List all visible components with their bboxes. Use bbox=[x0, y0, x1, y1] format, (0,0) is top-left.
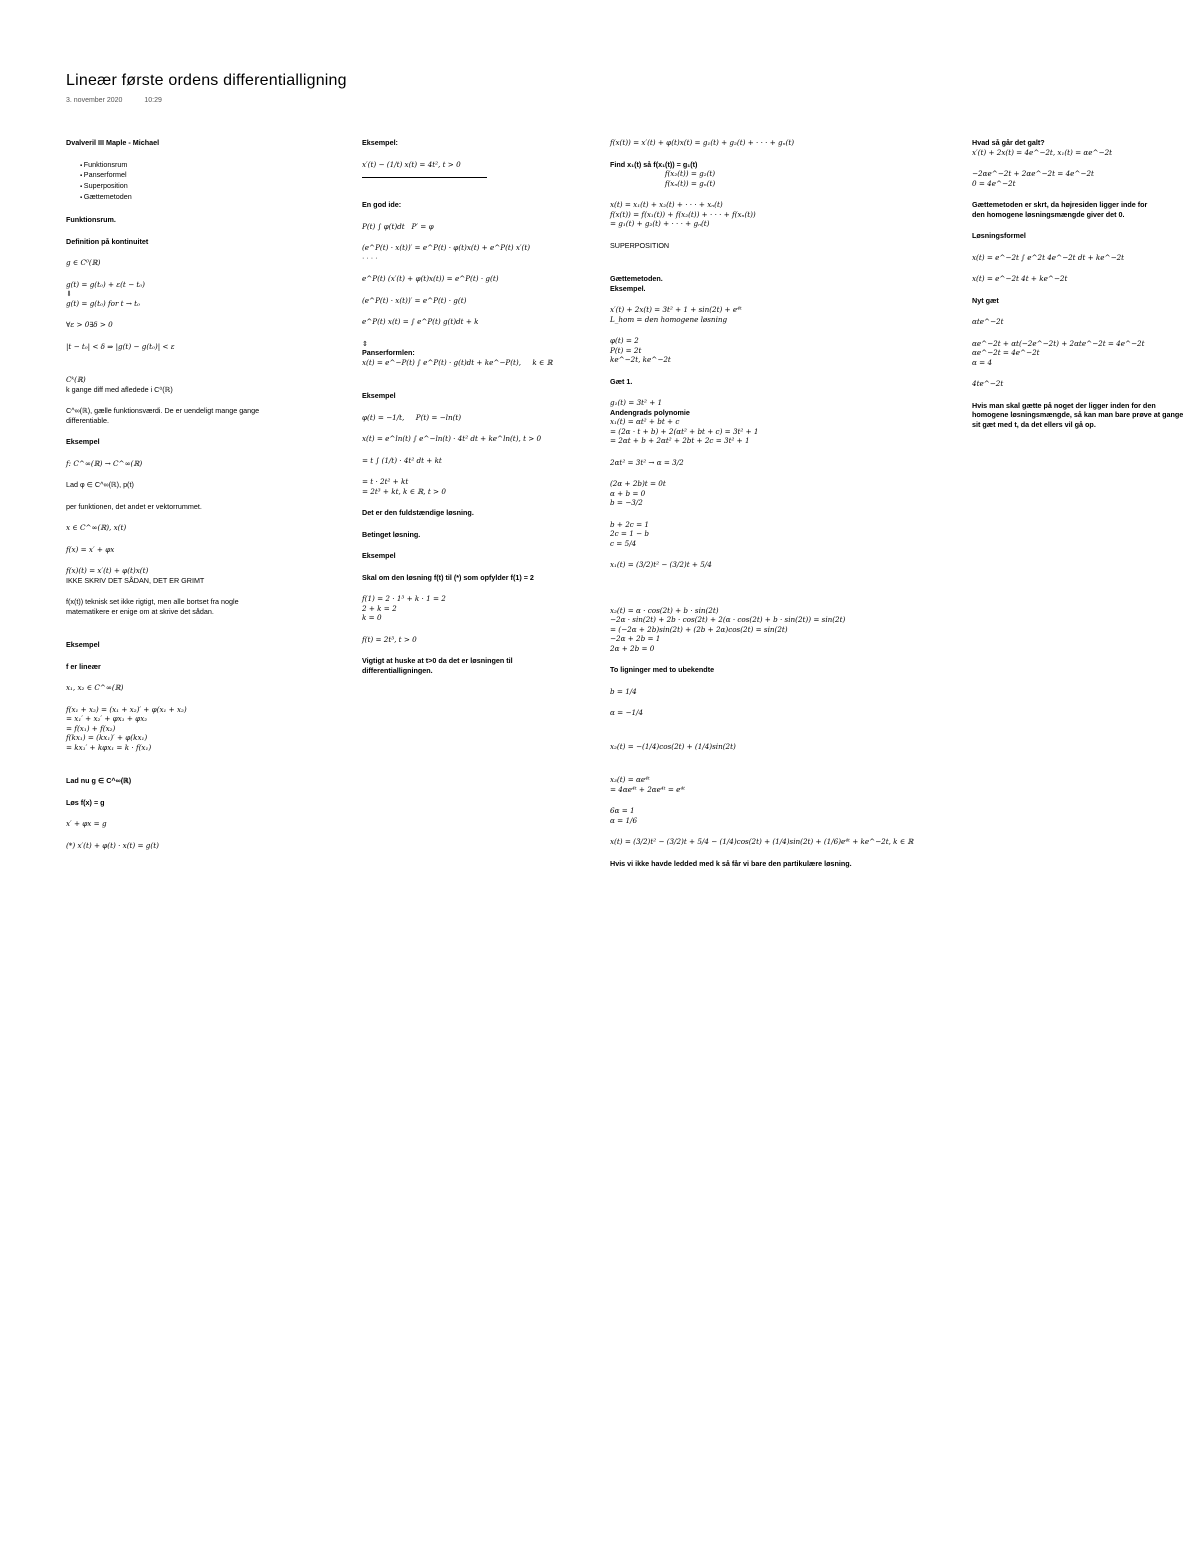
spacer bbox=[66, 764, 336, 776]
math-line: = (2α · t + b) + 2(αt² + bt + c) = 3t² + 1 bbox=[610, 426, 759, 436]
spacer bbox=[610, 675, 950, 687]
math-line: x₁, x₂ ∈ C^∞(ℝ) bbox=[66, 683, 124, 693]
spacer bbox=[66, 447, 336, 459]
math-line: ke^−2t, ke^−2t bbox=[610, 355, 671, 364]
spacer bbox=[66, 268, 336, 280]
math-line: |t − t₀| < δ ⇒ |g(t) − g(t₀)| < ε bbox=[66, 341, 175, 351]
spacer bbox=[610, 794, 950, 806]
spacer bbox=[972, 262, 1197, 274]
math-line: P(t) = 2t bbox=[610, 345, 642, 355]
spacer bbox=[972, 241, 1197, 253]
note-line: To ligninger med to ubekendte bbox=[610, 665, 715, 674]
spacer bbox=[66, 308, 336, 320]
spacer bbox=[610, 825, 950, 837]
math-line: f(1) = 2 · 1³ + k · 1 = 2 bbox=[362, 594, 446, 603]
math-line: = t ∫ (1/t) · 4t² dt + kt bbox=[362, 455, 442, 465]
math-line: f(x₁ + x₂) = (x₁ + x₂)′ + φ(x₁ + x₂) bbox=[66, 704, 187, 714]
math-line: f: C^∞(ℝ) → C^∞(ℝ) bbox=[66, 458, 143, 468]
math-line: P(t) ∫ φ(t)dt P′ = φ bbox=[362, 221, 434, 231]
math-line: = kx₁′ + kφx₁ = k · f(x₁) bbox=[66, 742, 152, 752]
column-3 bbox=[610, 138, 950, 868]
note-line: Betinget løsning. bbox=[362, 529, 421, 539]
note-line: IKKE SKRIV DET SÅDAN, DET ER GRIMT bbox=[66, 575, 205, 585]
math-line: x₃(t) = αe⁴ᵗ bbox=[610, 775, 650, 784]
math-line: Cᵏ(ℝ) bbox=[66, 375, 86, 385]
spacer bbox=[972, 305, 1197, 317]
spacer bbox=[362, 496, 597, 508]
math-line: 2α + 2b = 0 bbox=[610, 643, 655, 653]
math-line: x₂(t) = −(1/4)cos(2t) + (1/4)sin(2t) bbox=[610, 741, 736, 751]
math-line: 0 = 4e^−2t bbox=[972, 178, 1016, 188]
note-line: per funktionen, det andet er vektorrummet. bbox=[66, 501, 202, 511]
spacer bbox=[362, 561, 597, 573]
spacer bbox=[610, 148, 950, 160]
spacer bbox=[610, 582, 950, 594]
note-line: Eksempel bbox=[66, 640, 100, 650]
math-line: ⇓ bbox=[66, 289, 73, 299]
spacer bbox=[610, 293, 950, 305]
spacer bbox=[66, 203, 336, 215]
spacer bbox=[66, 363, 336, 375]
spacer bbox=[66, 225, 336, 237]
spacer bbox=[972, 188, 1197, 200]
spacer bbox=[610, 508, 950, 520]
note-line: Eksempel. bbox=[610, 283, 646, 293]
math-line: φ(t) = 2 bbox=[610, 336, 639, 345]
math-line: x(t) = e^−2t 4t + ke^−2t bbox=[972, 274, 1068, 283]
spacer bbox=[362, 444, 597, 456]
math-line: x(t) = e^ln(t) ∫ e^−ln(t) · 4t² dt + ke^ln(t), t > 0 bbox=[362, 434, 542, 443]
note-line: Panserformlen: bbox=[362, 348, 415, 357]
spacer bbox=[362, 262, 597, 274]
spacer bbox=[362, 210, 597, 222]
spacer bbox=[610, 696, 950, 708]
note-line: Skal om den løsning f(t) til (*) som opfylder f(1) = 2 bbox=[362, 572, 534, 582]
note-line: homogene løsningsmængde, så kan man bare prøve at gange bbox=[972, 410, 1184, 419]
math-line: α + b = 0 bbox=[610, 488, 646, 498]
math-line: 6α = 1 bbox=[610, 806, 635, 815]
bullet-item: ▪ Gættemetoden bbox=[66, 192, 336, 203]
spacer bbox=[66, 351, 336, 363]
spacer bbox=[972, 157, 1197, 169]
spacer bbox=[610, 763, 950, 775]
math-line: = f(x₁) + f(x₂) bbox=[66, 723, 116, 733]
spacer bbox=[362, 148, 597, 160]
math-line: (e^P(t) · x(t))′ = e^P(t) · g(t) bbox=[362, 295, 467, 305]
note-line: Eksempel bbox=[362, 551, 396, 560]
spacer bbox=[66, 628, 336, 640]
note-line: Vigtigt at huske at t>0 da det er løsningen til bbox=[362, 656, 513, 665]
math-line: g(t) = g(t₀) for t → t₀ bbox=[66, 298, 140, 308]
spacer bbox=[610, 548, 950, 560]
spacer bbox=[66, 148, 336, 160]
math-line: = 4αe⁴ᵗ + 2αe⁴ᵗ = e⁴ᵗ bbox=[610, 784, 686, 794]
math-line: f(x₂(t)) = g₂(t) bbox=[610, 169, 716, 178]
note-line: k gange diff med afledede i C⁰(ℝ) bbox=[66, 384, 173, 394]
math-line: αte^−2t bbox=[972, 317, 1004, 326]
math-line: k = 0 bbox=[362, 613, 382, 622]
note-line: Find x₁(t) så f(x₁(t)) = g₁(t) bbox=[610, 159, 698, 169]
spacer bbox=[610, 188, 950, 200]
math-line: x₁(t) = αt² + bt + c bbox=[610, 417, 680, 426]
note-line: den homogene løsningsmængde giver det 0. bbox=[972, 209, 1125, 219]
page-meta bbox=[66, 97, 182, 104]
spacer bbox=[610, 446, 950, 458]
spacer bbox=[66, 585, 336, 597]
spacer bbox=[610, 570, 950, 582]
math-line: (*) x′(t) + φ(t) · x(t) = g(t) bbox=[66, 840, 159, 850]
math-line: ∀ε > 0∃δ > 0 bbox=[66, 320, 113, 330]
spacer bbox=[362, 623, 597, 635]
math-line: = 2αt + b + 2αt² + 2bt + 2c = 3t² + 1 bbox=[610, 436, 750, 445]
math-line: = x₁′ + x₂′ + φx₁ + φx₂ bbox=[66, 714, 148, 724]
page-date: 3. november 2020 bbox=[66, 97, 123, 104]
spacer bbox=[610, 229, 950, 241]
spacer bbox=[362, 231, 597, 243]
math-line: = t · 2t² + kt bbox=[362, 477, 409, 486]
spacer bbox=[362, 305, 597, 317]
note-line: matematikere er enige om at skrive det sådan. bbox=[66, 606, 214, 616]
math-line: 2c = 1 − b bbox=[610, 529, 649, 538]
math-line: x ∈ C^∞(ℝ), x(t) bbox=[66, 523, 127, 533]
math-line: x(t) = e^−2t ∫ e^2t 4e^−2t dt + ke^−2t bbox=[972, 252, 1125, 262]
math-line: f(x)(t) = x′(t) + φ(t)x(t) bbox=[66, 566, 149, 576]
spacer bbox=[362, 539, 597, 551]
math-line: f(x(t)) = f(x₁(t)) + f(x₂(t)) + · · · + f(xₙ(t)) bbox=[610, 209, 756, 219]
spacer bbox=[610, 324, 950, 336]
spacer bbox=[610, 653, 950, 665]
math-line: x′(t) − (1/t) x(t) = 4t², t > 0 bbox=[362, 159, 461, 169]
page-title: Lineær første ordens differentialligning bbox=[66, 72, 347, 89]
math-line: −2α · sin(2t) + 2b · cos(2t) + 2(α · cos(2t) + b · sin(2t)) = sin(2t) bbox=[610, 615, 846, 624]
spacer bbox=[362, 188, 597, 200]
math-line: φ(t) = −1/t, P(t) = −ln(t) bbox=[362, 412, 462, 422]
note-line: Eksempel bbox=[66, 437, 100, 447]
math-line: (2α + 2b)t = 0t bbox=[610, 479, 666, 488]
spacer bbox=[66, 693, 336, 705]
note-line: Hvad så går det galt? bbox=[972, 138, 1045, 147]
math-line: f(kx₁) = (kx₁)′ + φ(kx₁) bbox=[66, 733, 148, 743]
column-4 bbox=[972, 138, 1197, 429]
math-line: α = −1/4 bbox=[610, 708, 644, 717]
spacer bbox=[972, 389, 1197, 401]
math-line: = 2t³ + kt, k ∈ ℝ, t > 0 bbox=[362, 486, 446, 496]
math-line: b + 2c = 1 bbox=[610, 519, 649, 529]
math-line: x₂(t) = α · cos(2t) + b · sin(2t) bbox=[610, 605, 719, 615]
math-line: g₁(t) = 3t² + 1 bbox=[610, 398, 663, 407]
math-line: f(x(t)) = x′(t) + φ(t)x(t) = g₁(t) + g₂(t) + · · · + gₙ(t) bbox=[610, 138, 795, 147]
note-line: Eksempel: bbox=[362, 138, 398, 147]
note-line: Lad nu g ∈ C^∞(ℝ) bbox=[66, 776, 132, 786]
math-line: g ∈ C⁰(ℝ) bbox=[66, 258, 101, 268]
spacer bbox=[66, 425, 336, 437]
math-line: 2 + k = 2 bbox=[362, 603, 397, 613]
spacer bbox=[610, 751, 950, 763]
spacer bbox=[362, 644, 597, 656]
spacer bbox=[362, 284, 597, 296]
note-line: Gættemetoden er skrt, da højresiden ligger inde for bbox=[972, 200, 1148, 209]
spacer bbox=[66, 554, 336, 566]
spacer bbox=[610, 386, 950, 398]
math-line: b = −3/2 bbox=[610, 498, 643, 507]
note-line: · · · · bbox=[362, 252, 378, 262]
math-line: 4te^−2t bbox=[972, 379, 1004, 388]
spacer bbox=[610, 262, 950, 274]
spacer bbox=[362, 401, 597, 413]
note-line: SUPERPOSITION bbox=[610, 240, 670, 250]
note-line: Hvis man skal gætte på noget der ligger inden for den bbox=[972, 400, 1156, 410]
note-line: f(x(t)) teknisk set ikke rigtigt, men alle bortset fra nogle bbox=[66, 597, 239, 607]
spacer bbox=[972, 367, 1197, 379]
math-line: f(xₙ(t)) = gₙ(t) bbox=[610, 178, 716, 188]
spacer bbox=[66, 533, 336, 545]
math-line: x′(t) + 2x(t) = 4e^−2t, x₁(t) = αe^−2t bbox=[972, 147, 1113, 157]
spacer bbox=[972, 219, 1197, 231]
math-line: g(t) = g(t₀) + ε(t − t₀) bbox=[66, 279, 145, 289]
math-line: x₁(t) = (3/2)t² − (3/2)t + 5/4 bbox=[610, 560, 712, 569]
spacer bbox=[66, 752, 336, 764]
spacer bbox=[610, 250, 950, 262]
math-line: x′ + φx = g bbox=[66, 819, 107, 829]
math-line: c = 5/4 bbox=[610, 538, 637, 548]
note-line: Definition på kontinuitet bbox=[66, 236, 149, 246]
note-line: Løs f(x) = g bbox=[66, 797, 105, 807]
math-line: αe^−2t + αt(−2e^−2t) + 2αte^−2t = 4e^−2t bbox=[972, 338, 1145, 348]
math-line: f(x) = x′ + φx bbox=[66, 544, 115, 554]
note-line: Gættemetoden. bbox=[610, 274, 663, 283]
math-line: x(t) = x₁(t) + x₂(t) + · · · + xₙ(t) bbox=[610, 200, 723, 209]
spacer bbox=[66, 671, 336, 683]
spacer bbox=[66, 246, 336, 258]
note-line: Lad φ ∈ C^∞(ℝ), p(t) bbox=[66, 480, 134, 490]
math-line: f(t) = 2t³, t > 0 bbox=[362, 634, 417, 644]
spacer bbox=[610, 718, 950, 730]
math-line: (e^P(t) · x(t))′ = e^P(t) · φ(t)x(t) + e^P(t) x′(t) bbox=[362, 243, 531, 252]
note-line: Det er den fuldstændige løsning. bbox=[362, 508, 474, 517]
bullet-item: ▪ Superposition bbox=[66, 181, 336, 192]
spacer bbox=[610, 730, 950, 742]
math-line: x(t) = (3/2)t² − (3/2)t + 5/4 − (1/4)cos(2t) + (1/4)sin(2t) + (1/6)e⁴ᵗ + ke^−2t, k ∈ ℝ bbox=[610, 837, 914, 846]
note-line: Dvalveril III Maple - Michael bbox=[66, 138, 160, 147]
spacer bbox=[362, 422, 597, 434]
math-line: α = 4 bbox=[972, 357, 993, 367]
spacer bbox=[66, 468, 336, 480]
spacer bbox=[66, 511, 336, 523]
column-1 bbox=[66, 138, 336, 850]
spacer bbox=[972, 327, 1197, 339]
spacer bbox=[972, 284, 1197, 296]
note-line: f er lineær bbox=[66, 661, 101, 671]
note-line: differentialligningen. bbox=[362, 665, 433, 675]
note-line: Andengrads polynomie bbox=[610, 407, 690, 417]
math-line: = (−2α + 2b)sin(2t) + (2b + 2α)cos(2t) = sin(2t) bbox=[610, 624, 788, 634]
spacer bbox=[66, 786, 336, 798]
spacer bbox=[66, 650, 336, 662]
note-line: Hvis vi ikke havde ledded med k så får vi bare den partikulære løsning. bbox=[610, 858, 852, 868]
spacer bbox=[66, 490, 336, 502]
spacer bbox=[610, 594, 950, 606]
spacer bbox=[362, 465, 597, 477]
math-line: e^P(t) x(t) = ∫ e^P(t) g(t)dt + k bbox=[362, 317, 479, 326]
math-line: e^P(t) (x′(t) + φ(t)x(t)) = e^P(t) · g(t) bbox=[362, 274, 499, 283]
spacer bbox=[610, 365, 950, 377]
column-2 bbox=[362, 138, 597, 675]
spacer bbox=[66, 394, 336, 406]
spacer bbox=[362, 582, 597, 594]
note-line: sit gæt med t, da det ellers vil gå op. bbox=[972, 419, 1096, 429]
spacer bbox=[362, 379, 597, 391]
spacer bbox=[66, 829, 336, 841]
math-line: x′(t) + 2x(t) = 3t² + 1 + sin(2t) + e⁴ᵗ bbox=[610, 305, 742, 314]
bullet-item: ▪ Funktionsrum bbox=[66, 160, 336, 171]
spacer bbox=[362, 518, 597, 530]
math-line: 2αt² = 3t² → α = 3/2 bbox=[610, 457, 684, 467]
spacer bbox=[610, 847, 950, 859]
spacer bbox=[66, 330, 336, 342]
math-line: L_hom = den homogene løsning bbox=[610, 314, 728, 324]
math-line: −2αe^−2t + 2αe^−2t = 4e^−2t bbox=[972, 169, 1094, 178]
note-line: Funktionsrum. bbox=[66, 215, 116, 225]
bullet-item: ▪ Panserformel bbox=[66, 170, 336, 181]
math-line: b = 1/4 bbox=[610, 686, 637, 696]
math-line: −2α + 2b = 1 bbox=[610, 634, 661, 643]
math-line: αe^−2t = 4e^−2t bbox=[972, 348, 1040, 357]
note-line: Eksempel bbox=[362, 391, 396, 400]
note-line: Gæt 1. bbox=[610, 376, 633, 386]
note-line: ⇕ bbox=[362, 338, 369, 348]
math-line: x(t) = e^−P(t) ∫ e^P(t) · g(t)dt + ke^−P(t), k ∈ ℝ bbox=[362, 357, 553, 367]
spacer bbox=[362, 367, 597, 379]
note-line: Løsningsformel bbox=[972, 231, 1026, 240]
spacer bbox=[66, 616, 336, 628]
note-line: differentiable. bbox=[66, 415, 110, 425]
divider bbox=[362, 177, 487, 178]
math-line: = g₁(t) + g₂(t) + · · · + gₙ(t) bbox=[610, 219, 710, 228]
spacer bbox=[66, 807, 336, 819]
page-time: 10:29 bbox=[144, 97, 162, 104]
math-line: α = 1/6 bbox=[610, 815, 638, 825]
note-line: Nyt gæt bbox=[972, 295, 999, 305]
spacer bbox=[362, 327, 597, 339]
spacer bbox=[610, 467, 950, 479]
note-line: C^∞(ℝ), gælle funktionsværdi. De er uendeligt mange gange bbox=[66, 406, 260, 416]
note-line: En god ide: bbox=[362, 200, 402, 209]
